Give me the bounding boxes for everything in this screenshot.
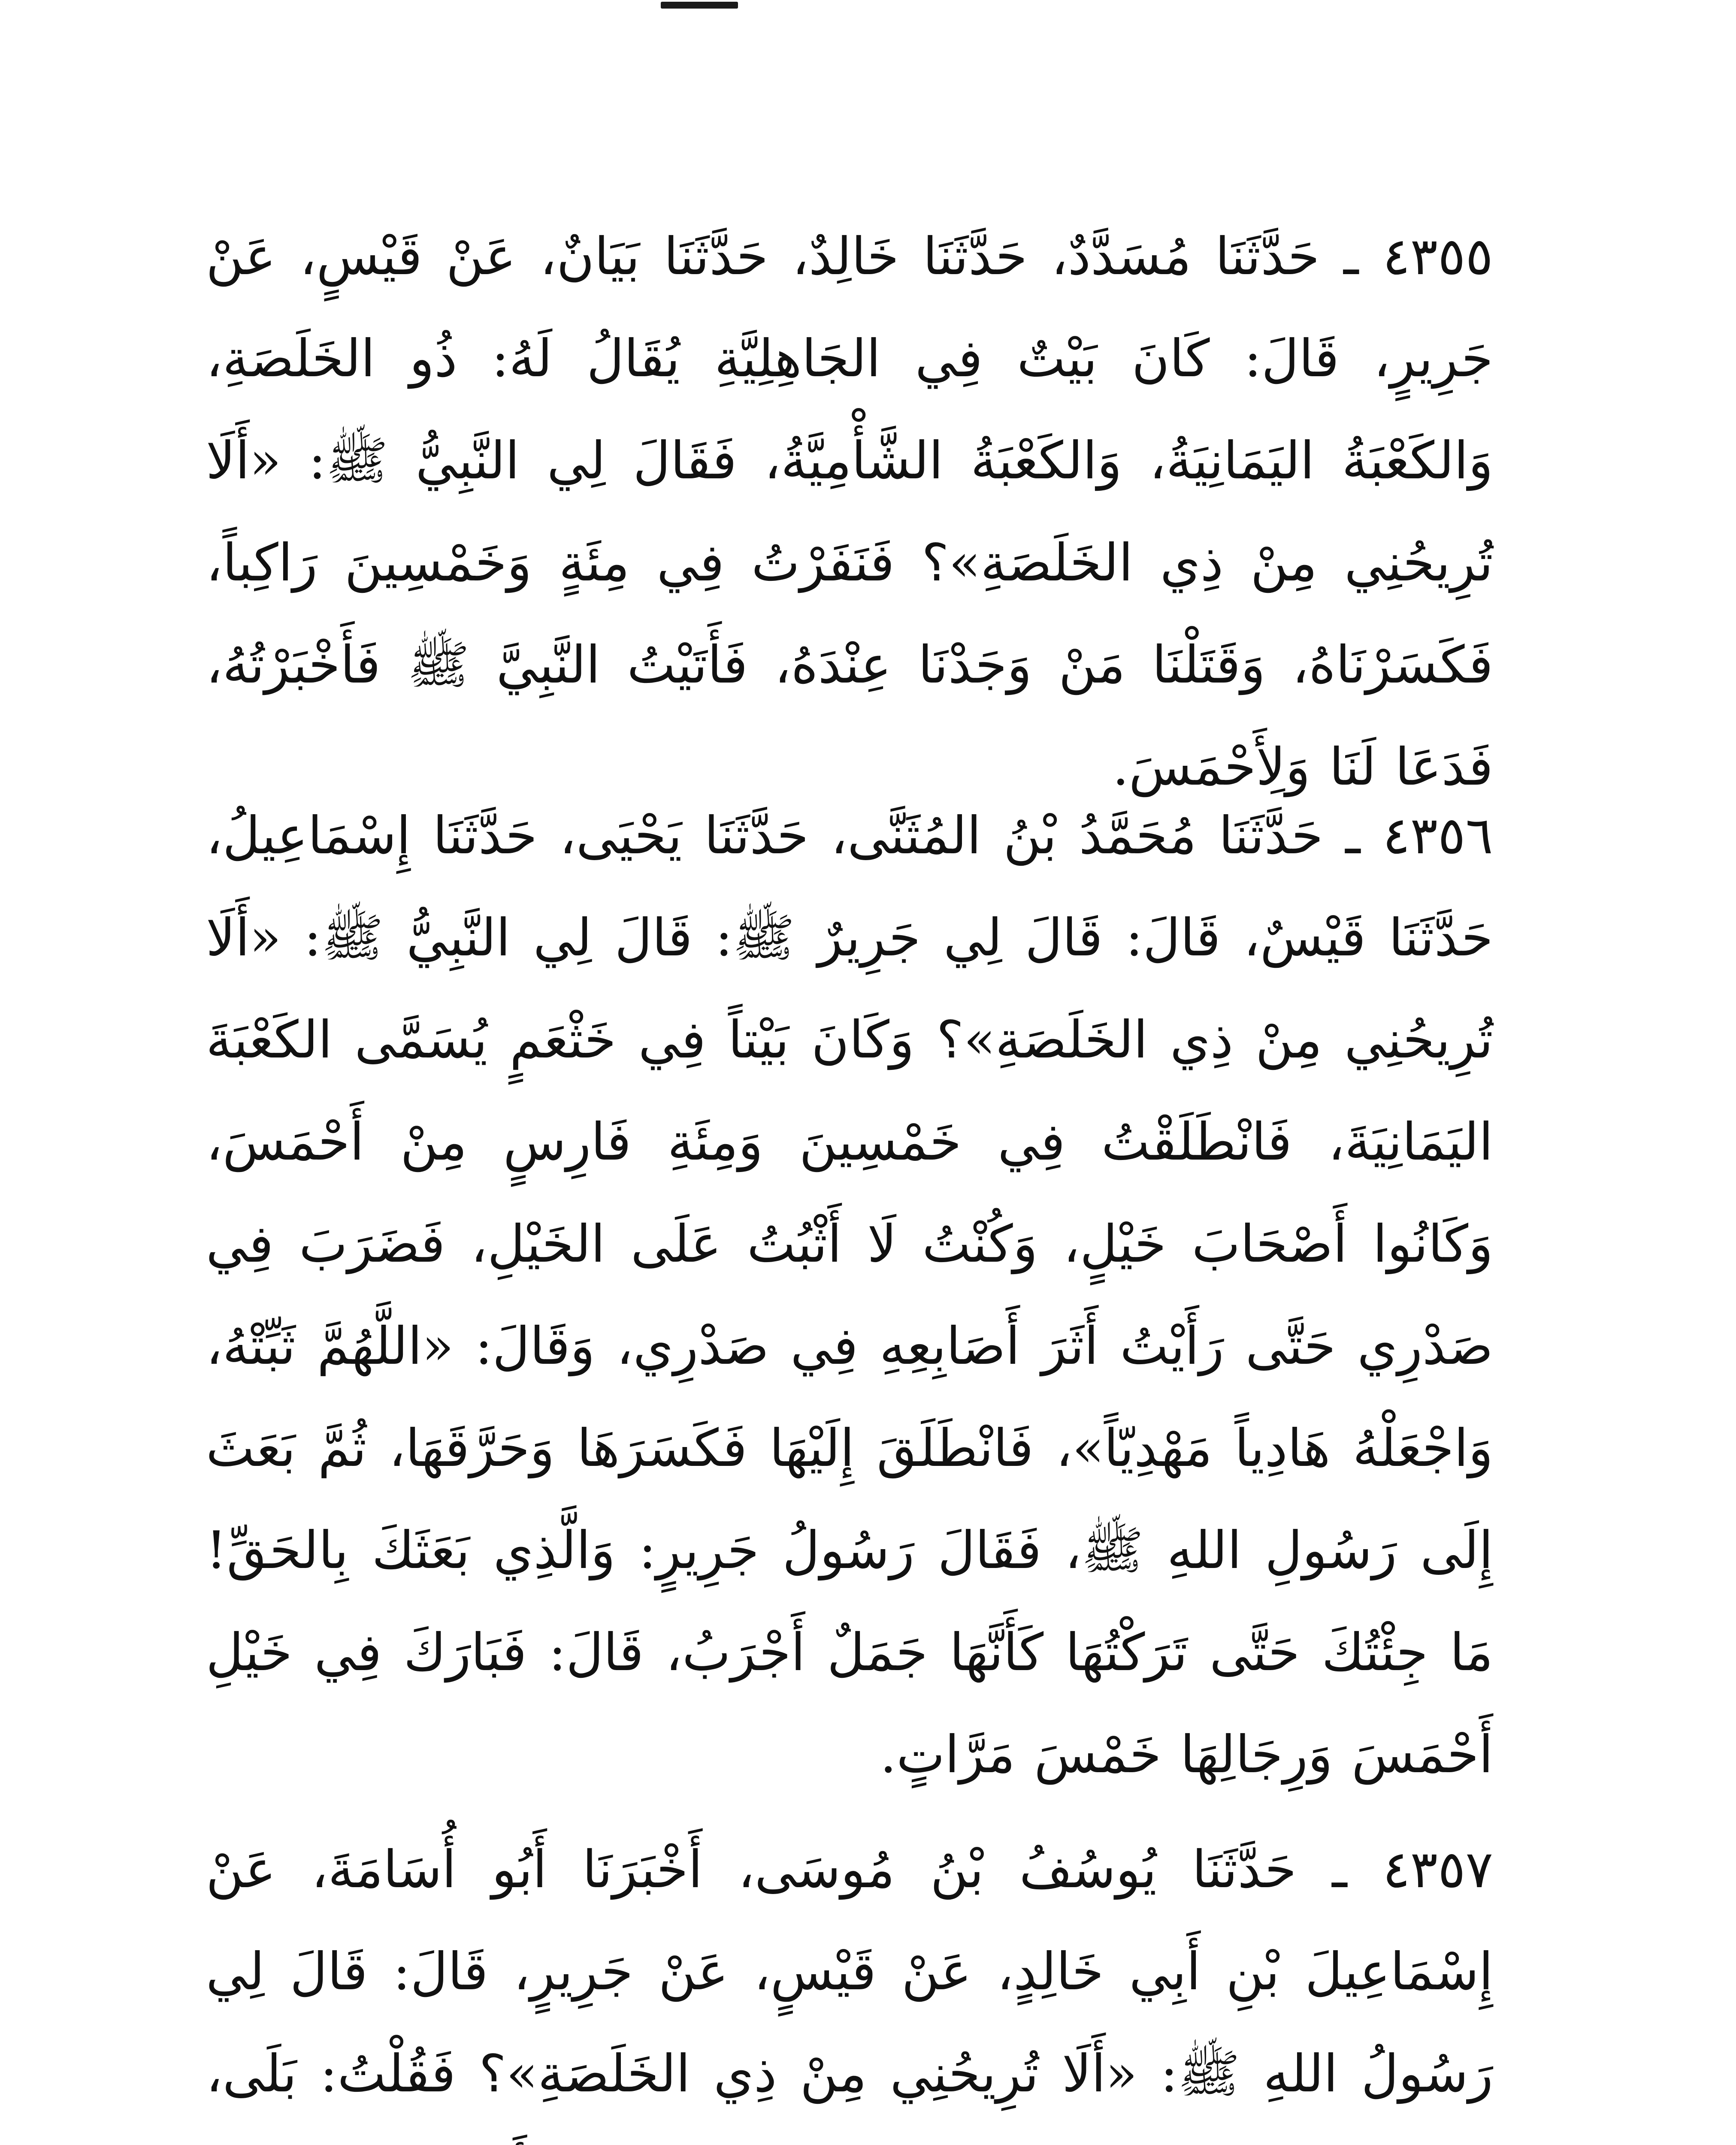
top-edge-mark [661, 2, 738, 9]
hadith-4357: ٤٣٥٧ ـ حَدَّثَنَا يُوسُفُ بْنُ مُوسَى، أَخْبَرَنَا أَبُو أُسَامَةَ، عَنْ إِسْمَاعِيلَ بْنِ أَبِي خَالِدٍ، عَنْ قَيْسٍ، عَنْ جَرِيرٍ، قَالَ: قَالَ لِي رَسُولُ اللهِ ﷺ: «أَلَا تُرِيحُنِي مِنْ ذِي الخَلَصَةِ»؟ فَقُلْتُ: بَلَى، [206, 1840, 1493, 2104]
hadith-4356: ٤٣٥٦ ـ حَدَّثَنَا مُحَمَّدُ بْنُ المُثَنَّى، حَدَّثَنَا يَحْيَى، حَدَّثَنَا إِسْمَاعِيلُ، حَدَّثَنَا قَيْسٌ، قَالَ: قَالَ لِي جَرِيرٌ ﷺ: قَالَ لِي النَّبِيُّ ﷺ: «أَلَا تُرِيحُنِي مِنْ ذِي الخَلَصَةِ»؟ وَكَانَ بَيْتاً فِي خَثْعَمٍ يُسَمَّى الكَعْبَةَ اليَمَانِيَةَ، فَانْطَلَقْتُ فِي خَمْسِينَ وَمِئَةِ فَارِسٍ مِنْ أَحْمَسَ، وَكَانُوا أَصْحَابَ خَيْلٍ، وَكُنْتُ لَا أَثْبُتُ عَلَى الخَيْلِ، فَضَرَبَ فِي صَدْرِي حَتَّى رَأَيْتُ أَثَرَ أَصَابِعِهِ فِي صَدْرِي، وَقَالَ: «اللَّهُمَّ ثَبِّتْهُ، وَاجْعَلْهُ هَادِياً مَهْدِيّاً»، فَانْطَلَقَ إِلَيْهَا فَكَسَرَهَا وَحَرَّقَهَا، ثُمَّ بَعَثَ إِلَى رَسُولِ اللهِ ﷺ، فَقَالَ رَسُولُ جَرِيرٍ: وَالَّذِي بَعَثَكَ بِالحَقِّ! مَا جِئْتُكَ حَتَّى تَرَكْتُهَا كَأَنَّهَا جَمَلٌ أَجْرَبُ، قَالَ: فَبَارَكَ فِي خَيْلِ أَحْمَسَ وَرِجَالِهَا خَمْسَ مَرَّاتٍ. [206, 806, 1493, 1785]
page-body [206, 206, 1493, 2145]
hadith-4355: ٤٣٥٥ ـ حَدَّثَنَا مُسَدَّدٌ، حَدَّثَنَا خَالِدٌ، حَدَّثَنَا بَيَانٌ، عَنْ قَيْسٍ، عَنْ جَرِيرٍ، قَالَ: كَانَ بَيْتٌ فِي الجَاهِلِيَّةِ يُقَالُ لَهُ: ذُو الخَلَصَةِ، وَالكَعْبَةُ اليَمَانِيَةُ، وَالكَعْبَةُ الشَّأْمِيَّةُ، فَقَالَ لِي النَّبِيُّ ﷺ: «أَلَا تُرِيحُنِي مِنْ ذِي الخَلَصَةِ»؟ فَنَفَرْتُ فِي مِئَةٍ وَخَمْسِينَ رَاكِباً، فَكَسَرْنَاهُ، وَقَتَلْنَا مَنْ وَجَدْنَا عِنْدَهُ، فَأَتَيْتُ النَّبِيَّ ﷺ فَأَخْبَرْتُهُ، فَدَعَا لَنَا وَلِأَحْمَسَ. [206, 227, 1493, 797]
